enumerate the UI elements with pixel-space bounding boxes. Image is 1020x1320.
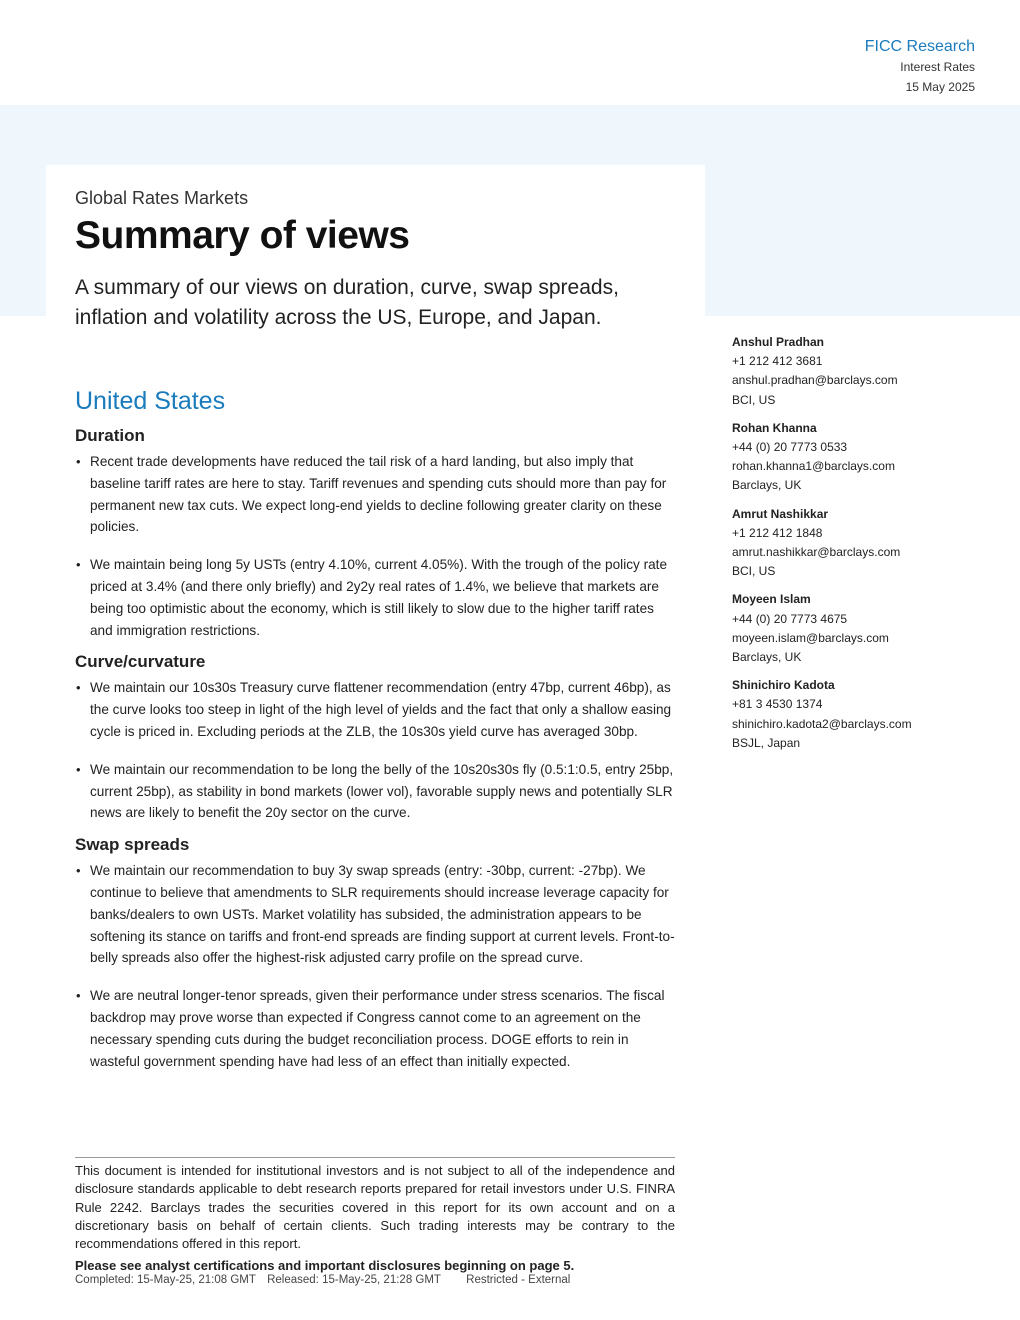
author-name: Anshul Pradhan	[732, 335, 825, 349]
author-email[interactable]: anshul.pradhan@barclays.com	[732, 373, 898, 388]
bullet-item: • We maintain being long 5y USTs (entry 4.10%, current 4.05%). With the trough of the policy rate priced at 3.4% (and there only briefly) and 2y2y real rates of 1.4%, we believe that markets are being too optimistic about the economy, which is still likely to slow due to the higher tariff rates and immigration restrictions.	[75, 554, 675, 641]
author-name: Moyeen Islam	[732, 592, 811, 607]
bullet-item: • We maintain our recommendation to buy 3y swap spreads (entry: -30bp, current: -27bp). We continue to believe that amendments to SLR requirements should increase leverage capacity for banks/dealers to own USTs. Market volatility has subsided, the administration appears to be softening its stance on tariffs and front-end spreads are finding support at current levels. Front-to-belly spreads also offer the highest-risk adjusted carry profile on the spread curve.	[75, 860, 675, 969]
subsection-heading-swap-spreads: Swap spreads	[75, 835, 190, 855]
report-body	[75, 424, 675, 1081]
author-entity: Barclays, UK	[732, 650, 802, 665]
completed-timestamp: Completed: 15-May-25, 21:08 GMT	[75, 1274, 256, 1287]
report-header	[865, 37, 975, 97]
author-name: Amrut Nashikkar	[732, 506, 829, 521]
author-card	[732, 505, 992, 582]
author-entity: BCI, US	[732, 392, 776, 407]
bullet-list-duration	[75, 451, 675, 641]
author-entity: BCI, US	[732, 564, 776, 579]
research-category: Interest Rates	[900, 60, 975, 74]
report-lede: A summary of our views on duration, curve, swap spreads, inflation and volatility across the US, Europe, and Japan.	[75, 276, 619, 329]
author-phone: +44 (0) 20 7773 4675	[732, 611, 848, 626]
bullet-list-swap-spreads	[75, 860, 675, 1072]
report-date: 15 May 2025	[905, 80, 975, 94]
disclosures-notice: Please see analyst certifications and important disclosures beginning on page 5.	[75, 1258, 575, 1274]
author-email[interactable]: moyeen.islam@barclays.com	[732, 630, 889, 645]
author-card	[732, 590, 992, 667]
section-heading-united-states: United States	[75, 387, 226, 415]
author-phone: +44 (0) 20 7773 0533	[732, 440, 848, 455]
page-title: Summary of views	[75, 214, 410, 257]
author-phone: +81 3 4530 1374	[732, 697, 823, 712]
research-brand: FICC Research	[864, 38, 975, 55]
author-card	[732, 419, 992, 496]
subsection-heading-duration: Duration	[75, 426, 145, 445]
author-entity: Barclays, UK	[732, 478, 802, 493]
subsection-heading-curve: Curve/curvature	[75, 652, 206, 672]
author-card	[732, 676, 992, 753]
author-entity: BSJL, Japan	[732, 735, 801, 750]
bullet-list-curve	[75, 677, 675, 824]
author-email[interactable]: amrut.nashikkar@barclays.com	[732, 545, 901, 560]
author-email[interactable]: shinichiro.kadota2@barclays.com	[732, 716, 912, 731]
publication-meta	[75, 1274, 675, 1286]
author-name: Shinichiro Kadota	[732, 678, 835, 693]
restriction-label: Restricted - External	[466, 1274, 571, 1287]
released-timestamp: Released: 15-May-25, 21:28 GMT	[267, 1274, 441, 1287]
page-footer	[75, 1157, 675, 1286]
bullet-item: • We maintain our 10s30s Treasury curve flattener recommendation (entry 47bp, current 46bp), as the curve looks too steep in light of the high level of yields and the fact that only a shallow easing cycle is priced in. Excluding periods at the ZLB, the 10s30s yield curve has averaged 30bp.	[75, 677, 675, 742]
author-email[interactable]: rohan.khanna1@barclays.com	[732, 459, 895, 474]
bullet-item: • We maintain our recommendation to be long the belly of the 10s20s30s fly (0.5:1:0.5, entry 25bp, current 25bp), as stability in bond markets (lower vol), favorable supply news and potentially SLR news are likely to benefit the 20y sector on the curve.	[75, 759, 675, 824]
author-phone: +1 212 412 1848	[732, 525, 823, 540]
disclaimer-text: This document is intended for institutional investors and is not subject to all of the independence and disclosure standards applicable to debt research reports prepared for retail investors under U.S. FINRA Rule 2242. Barclays trades the securities covered in this report for its own account and on a discretionary basis on behalf of certain clients. Such trading interests may be contrary to the recommendations offered in this report.	[75, 1163, 675, 1252]
report-kicker: Global Rates Markets	[75, 188, 249, 208]
author-card	[732, 333, 992, 410]
bullet-item: • We are neutral longer-tenor spreads, given their performance under stress scenarios. The fiscal backdrop may prove worse than expected if Congress cannot come to an agreement on the necessary spending cuts during the budget reconciliation process. DOGE efforts to rein in wasteful government spending have had less of an effect than initially expected.	[75, 985, 675, 1072]
author-phone: +1 212 412 3681	[732, 354, 823, 369]
bullet-item: • Recent trade developments have reduced the tail risk of a hard landing, but also imply that baseline tariff rates are here to stay. Tariff revenues and spending cuts should more than pay for permanent new tax cuts. We expect long-end yields to decline following greater clarity on these policies.	[75, 451, 675, 538]
author-name: Rohan Khanna	[732, 420, 817, 435]
author-list	[732, 333, 992, 762]
